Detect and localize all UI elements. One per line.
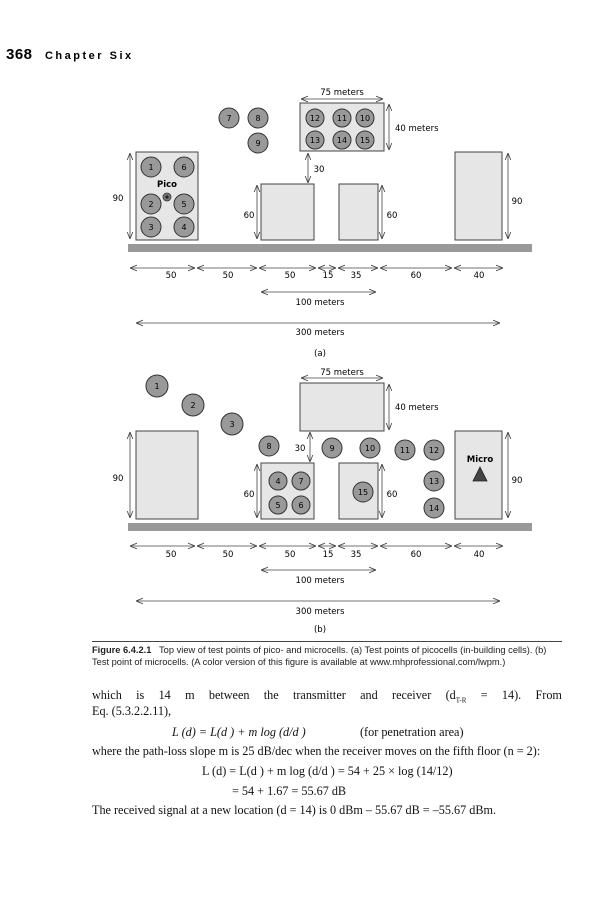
span-100-label: 100 meters bbox=[295, 576, 345, 586]
svg-text:7: 7 bbox=[226, 114, 232, 123]
word: transmitter bbox=[292, 688, 346, 702]
word: (d bbox=[445, 688, 456, 702]
test-point bbox=[174, 194, 194, 214]
test-point bbox=[333, 131, 351, 149]
test-point bbox=[221, 413, 243, 435]
span-300-label: 300 meters bbox=[295, 328, 345, 338]
test-point bbox=[174, 157, 194, 177]
segment-label: 35 bbox=[350, 271, 362, 281]
word: From bbox=[535, 688, 562, 702]
word: 14 bbox=[158, 688, 171, 702]
svg-text:11: 11 bbox=[336, 114, 348, 123]
test-point bbox=[333, 109, 351, 127]
subscript: T-R bbox=[455, 696, 467, 705]
top-height-label: 40 meters bbox=[395, 403, 439, 413]
figure-b bbox=[113, 368, 532, 635]
micro-label: Micro bbox=[466, 455, 494, 465]
test-point bbox=[146, 375, 168, 397]
pico-label: Pico bbox=[156, 180, 178, 190]
test-point bbox=[306, 131, 324, 149]
word: receiver bbox=[392, 688, 432, 702]
top-height-label: 40 meters bbox=[395, 124, 439, 134]
height-mid2-label: 60 bbox=[386, 211, 398, 221]
segment-label: 50 bbox=[165, 550, 177, 560]
test-point bbox=[259, 436, 279, 456]
svg-text:3: 3 bbox=[229, 420, 235, 429]
svg-text:4: 4 bbox=[275, 477, 281, 486]
building-mid1 bbox=[261, 184, 314, 240]
body-line-3: where the path-loss slope m is 25 dB/dec when the receiver moves on the fifth floor (n = 2): bbox=[92, 744, 541, 758]
height-mid1-label: 60 bbox=[243, 211, 255, 221]
gap-label: 30 bbox=[294, 444, 306, 454]
svg-text:6: 6 bbox=[181, 163, 187, 172]
test-point bbox=[360, 438, 380, 458]
svg-text:5: 5 bbox=[181, 200, 187, 209]
test-point bbox=[395, 440, 415, 460]
word: between bbox=[208, 688, 250, 702]
body-line-4: The received signal at a new location (d = 14) is 0 dBm – 55.67 dB = –55.67 dBm. bbox=[92, 803, 497, 817]
building-left bbox=[136, 431, 198, 519]
svg-text:13: 13 bbox=[428, 477, 440, 486]
segment-label: 35 bbox=[350, 550, 362, 560]
test-point bbox=[322, 438, 342, 458]
caption-label: Figure 6.4.2.1 bbox=[92, 645, 152, 655]
body-line-2: Eq. (5.3.2.2.11), bbox=[92, 704, 172, 718]
svg-text:2: 2 bbox=[190, 401, 196, 410]
building-mid2 bbox=[339, 184, 378, 240]
test-point bbox=[174, 217, 194, 237]
segment-label: 50 bbox=[284, 550, 296, 560]
building-top bbox=[300, 383, 384, 431]
ground-strip bbox=[128, 244, 532, 252]
test-point bbox=[356, 109, 374, 127]
test-point bbox=[424, 440, 444, 460]
gap-label: 30 bbox=[313, 165, 325, 175]
test-point bbox=[248, 133, 268, 153]
word: 14). bbox=[501, 688, 522, 702]
test-point bbox=[353, 482, 373, 502]
height-right-label: 90 bbox=[511, 197, 523, 207]
segment-label: 40 bbox=[473, 271, 485, 281]
segment-label: 50 bbox=[165, 271, 177, 281]
word: which bbox=[92, 688, 122, 702]
equation-1-note: (for penetration area) bbox=[360, 725, 464, 739]
svg-text:1: 1 bbox=[148, 163, 154, 172]
figure-a bbox=[113, 88, 532, 359]
svg-text:5: 5 bbox=[275, 501, 281, 510]
test-point bbox=[269, 472, 287, 490]
body-line-1 bbox=[92, 688, 562, 704]
test-point bbox=[219, 108, 239, 128]
svg-text:4: 4 bbox=[181, 223, 187, 232]
test-point bbox=[269, 496, 287, 514]
segment-label: 15 bbox=[322, 550, 334, 560]
top-width-label: 75 meters bbox=[320, 88, 364, 98]
svg-text:14: 14 bbox=[428, 504, 440, 513]
svg-text:12: 12 bbox=[428, 446, 440, 455]
test-point bbox=[182, 394, 204, 416]
word: and bbox=[360, 688, 378, 702]
span-100-label: 100 meters bbox=[295, 298, 345, 308]
height-left-label: 90 bbox=[112, 474, 124, 484]
svg-text:12: 12 bbox=[309, 114, 321, 123]
word: the bbox=[263, 688, 279, 702]
building-right bbox=[455, 152, 502, 240]
segment-label: 50 bbox=[222, 271, 234, 281]
svg-text:10: 10 bbox=[359, 114, 371, 123]
figure-a-sublabel: (a) bbox=[314, 349, 326, 359]
svg-text:1: 1 bbox=[154, 382, 160, 391]
segment-label: 60 bbox=[410, 550, 422, 560]
word: = bbox=[480, 688, 488, 702]
svg-text:7: 7 bbox=[298, 477, 304, 486]
equation-2: L (d) = L(d ) + m log (d/d ) = 54 + 25 × log (14/12) bbox=[202, 764, 453, 778]
height-left-label: 90 bbox=[112, 194, 124, 204]
svg-text:10: 10 bbox=[364, 444, 376, 453]
svg-text:15: 15 bbox=[357, 488, 369, 497]
test-point bbox=[292, 472, 310, 490]
height-right-label: 90 bbox=[511, 476, 523, 486]
page-number: 368 bbox=[6, 46, 33, 63]
svg-text:13: 13 bbox=[309, 136, 321, 145]
ground-strip bbox=[128, 523, 532, 531]
test-point bbox=[424, 498, 444, 518]
svg-text:11: 11 bbox=[399, 446, 411, 455]
segment-label: 60 bbox=[410, 271, 422, 281]
svg-text:8: 8 bbox=[266, 442, 272, 451]
svg-text:14: 14 bbox=[336, 136, 348, 145]
height-mid1-label: 60 bbox=[243, 490, 255, 500]
test-point bbox=[356, 131, 374, 149]
equation-text: L (d) = L(d ) + m log (d/d ) bbox=[172, 725, 306, 739]
test-point bbox=[141, 157, 161, 177]
equation-3: = 54 + 1.67 = 55.67 dB bbox=[232, 784, 347, 798]
test-point bbox=[141, 217, 161, 237]
test-point bbox=[141, 194, 161, 214]
caption-text: Top view of test points of pico- and microcells. (a) Test points of picocells (in-building cells). (b) Test point of microcells. (A color version of this figure is available at www.mhprofessional.com/lwpm.) bbox=[92, 645, 547, 667]
segment-label: 50 bbox=[284, 271, 296, 281]
svg-text:15: 15 bbox=[359, 136, 371, 145]
pico-antenna-icon bbox=[163, 193, 171, 201]
svg-text:2: 2 bbox=[148, 200, 154, 209]
test-point bbox=[306, 109, 324, 127]
chapter-title: Chapter Six bbox=[44, 50, 134, 62]
svg-text:3: 3 bbox=[148, 223, 154, 232]
svg-text:6: 6 bbox=[298, 501, 304, 510]
word: m bbox=[185, 688, 195, 702]
word bbox=[446, 688, 467, 704]
span-300-label: 300 meters bbox=[295, 607, 345, 617]
test-point bbox=[248, 108, 268, 128]
top-width-label: 75 meters bbox=[320, 368, 364, 378]
word: is bbox=[136, 688, 145, 702]
figure-caption bbox=[92, 641, 562, 668]
svg-text:8: 8 bbox=[255, 114, 261, 123]
height-mid2-label: 60 bbox=[386, 490, 398, 500]
test-point bbox=[424, 471, 444, 491]
segment-label: 15 bbox=[322, 271, 334, 281]
test-point bbox=[292, 496, 310, 514]
segment-label: 40 bbox=[473, 550, 485, 560]
svg-text:9: 9 bbox=[329, 444, 335, 453]
figure-b-sublabel: (b) bbox=[313, 625, 327, 635]
equation-1 bbox=[172, 725, 306, 740]
segment-label: 50 bbox=[222, 550, 234, 560]
svg-text:9: 9 bbox=[255, 139, 261, 148]
